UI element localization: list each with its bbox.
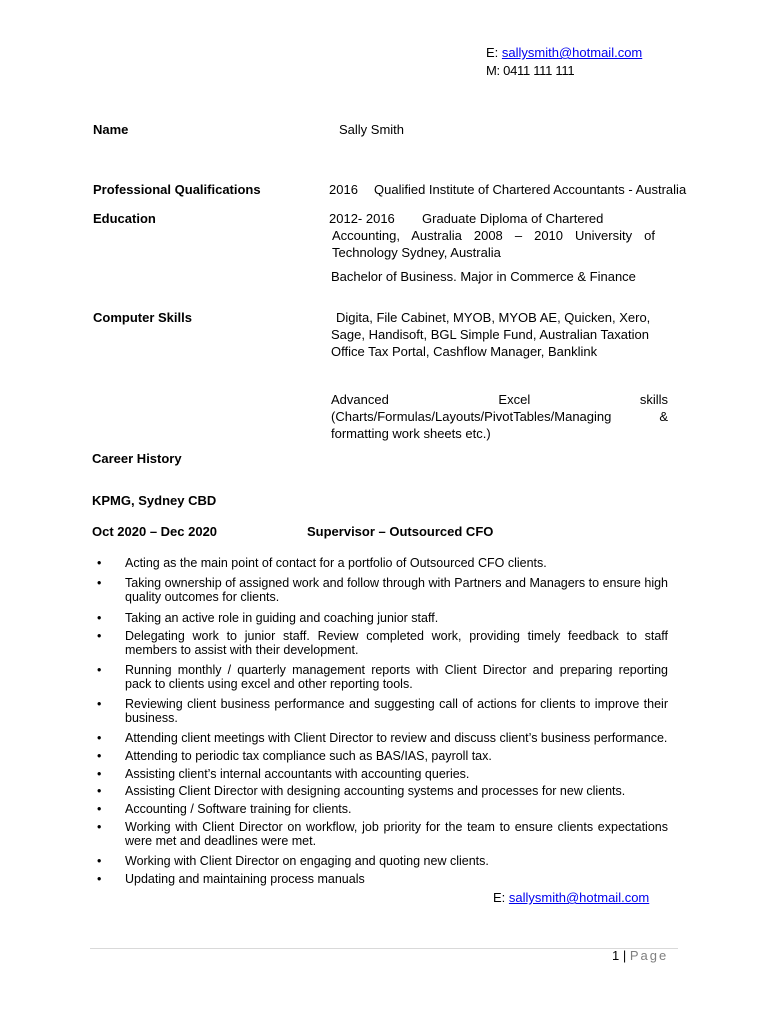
header-email-link[interactable]: sallysmith@hotmail.com	[501, 45, 643, 60]
footer-email-line	[493, 889, 649, 906]
bullet-marker: •	[97, 556, 102, 570]
computer-skills-label: Computer Skills	[93, 310, 192, 325]
responsibility-text: Working with Client Director on workflow, job priority for the team to ensure clients expectations were met and deadlines were met.	[125, 820, 668, 848]
responsibility-text: Updating and maintaining process manuals	[125, 872, 365, 886]
responsibility-item	[93, 749, 668, 763]
page-indicator	[612, 947, 668, 964]
page-separator: |	[619, 948, 630, 963]
bullet-marker: •	[97, 820, 102, 834]
responsibility-item	[93, 611, 668, 625]
computer-skills-list: Digita, File Cabinet, MYOB, MYOB AE, Quicken, Xero, Sage, Handisoft, BGL Simple Fund, Australian Taxation Office Tax Portal, Cashflow Manager, Banklink	[331, 310, 651, 359]
responsibility-text: Acting as the main point of contact for a portfolio of Outsourced CFO clients.	[125, 556, 547, 570]
responsibility-text: Reviewing client business performance and suggesting call of actions for clients to improve their business.	[125, 697, 668, 725]
bullet-marker: •	[97, 802, 102, 816]
footer-divider	[90, 948, 678, 949]
education-diploma: Graduate Diploma of Chartered	[422, 211, 604, 226]
bullet-marker: •	[97, 767, 102, 781]
job-role: Supervisor – Outsourced CFO	[307, 524, 494, 539]
bullet-marker: •	[97, 872, 102, 886]
responsibility-text: Attending client meetings with Client Director to review and discuss client’s business performance.	[125, 731, 668, 745]
responsibility-item	[93, 767, 668, 781]
bullet-marker: •	[97, 749, 102, 763]
bullet-marker: •	[97, 576, 102, 590]
page-number: 1	[612, 948, 620, 963]
responsibility-item	[93, 556, 668, 570]
responsibility-text: Assisting Client Director with designing accounting systems and processes for new clients.	[125, 784, 626, 798]
education-details: Accounting, Australia 2008 – 2010 University of Technology Sydney, Australia	[332, 228, 655, 260]
job-period: Oct 2020 – Dec 2020	[92, 524, 218, 539]
career-history-heading: Career History	[92, 451, 182, 466]
education-year: 2012- 2016	[329, 211, 395, 226]
name-value: Sally Smith	[339, 122, 405, 137]
footer-email-prefix: E:	[493, 890, 509, 905]
responsibility-text: Attending to periodic tax compliance such as BAS/IAS, payroll tax.	[125, 749, 492, 763]
responsibility-item	[93, 576, 668, 604]
page-word: Page	[629, 948, 669, 963]
bullet-marker: •	[97, 731, 102, 745]
qualifications-year: 2016	[329, 182, 358, 197]
responsibility-text: Taking ownership of assigned work and follow through with Partners and Managers to ensure high quality outcomes for clients.	[125, 576, 668, 604]
responsibility-item	[93, 629, 668, 657]
responsibility-text: Running monthly / quarterly management reports with Client Director and preparing reporting pack to clients using excel and other reporting tools.	[125, 663, 668, 691]
responsibility-text: Delegating work to junior staff. Review completed work, providing timely feedback to staff members to assist with their development.	[125, 629, 668, 657]
education-label: Education	[93, 211, 156, 226]
employer: KPMG, Sydney CBD	[92, 493, 217, 508]
responsibility-item	[93, 697, 668, 725]
bullet-marker: •	[97, 663, 102, 677]
bullet-marker: •	[97, 611, 102, 625]
responsibility-text: Taking an active role in guiding and coaching junior staff.	[125, 611, 439, 625]
qualifications-label: Professional Qualifications	[93, 182, 261, 197]
responsibility-item	[93, 802, 668, 816]
responsibility-item	[93, 854, 668, 868]
excel-skills: Advanced Excel skills (Charts/Formulas/Layouts/PivotTables/Managing & formatting work sheets etc.)	[331, 392, 668, 441]
qualifications-value: Qualified Institute of Chartered Accountants - Australia	[374, 182, 687, 197]
bullet-marker: •	[97, 784, 102, 798]
bullet-marker: •	[97, 697, 102, 711]
footer-email-link[interactable]: sallysmith@hotmail.com	[508, 890, 650, 905]
education-bachelor: Bachelor of Business. Major in Commerce & Finance	[331, 269, 636, 284]
responsibility-text: Assisting client’s internal accountants with accounting queries.	[125, 767, 470, 781]
bullet-marker: •	[97, 854, 102, 868]
header-email-line	[486, 44, 642, 61]
responsibility-text: Working with Client Director on engaging and quoting new clients.	[125, 854, 489, 868]
email-prefix: E:	[486, 45, 502, 60]
header-mobile: M: 0411 111 111	[486, 63, 575, 78]
responsibility-text: Accounting / Software training for clients.	[125, 802, 352, 816]
responsibility-item	[93, 663, 668, 691]
responsibility-item	[93, 731, 668, 745]
responsibility-item	[93, 820, 668, 848]
responsibility-item	[93, 872, 668, 886]
name-label: Name	[93, 122, 129, 137]
bullet-marker: •	[97, 629, 102, 643]
responsibility-item	[93, 784, 668, 798]
